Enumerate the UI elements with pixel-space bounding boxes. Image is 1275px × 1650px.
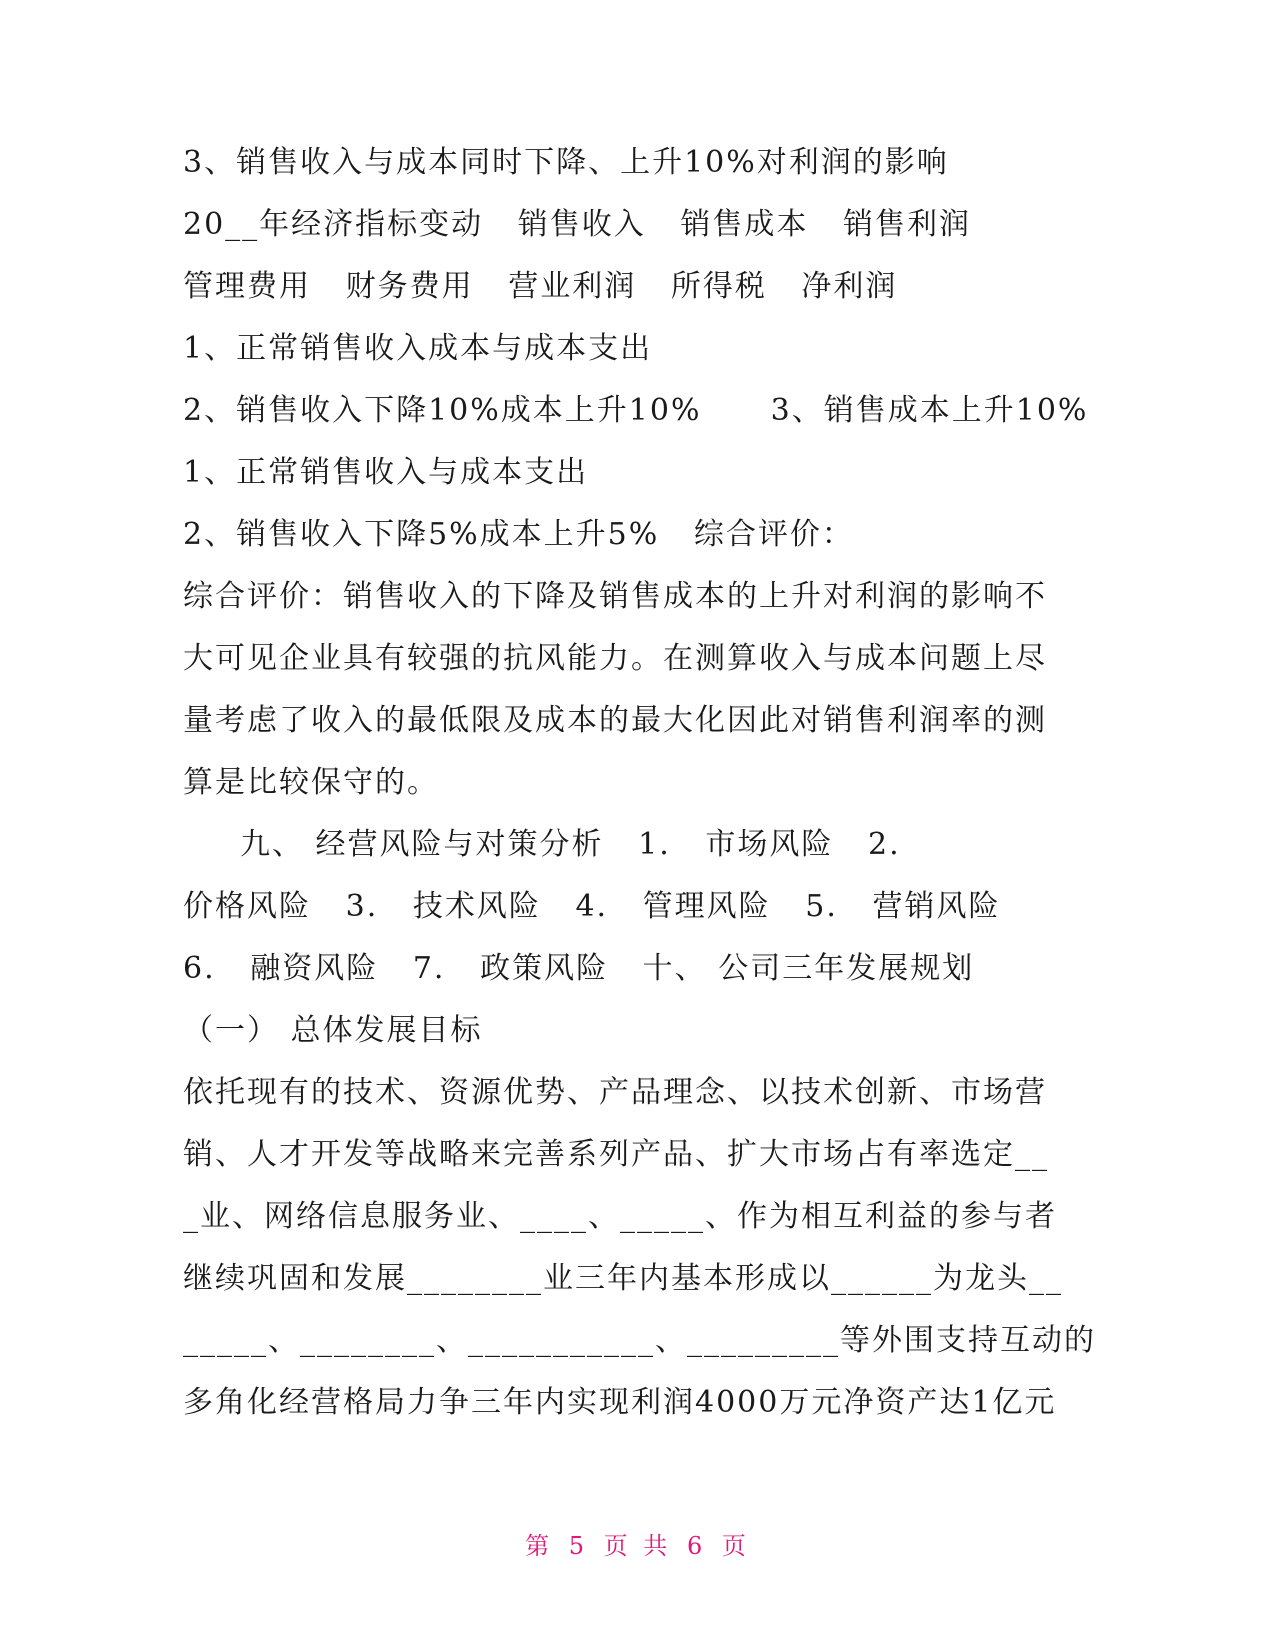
current-page-number: 5 [568,1532,589,1560]
paragraph-line: 依托现有的技术、资源优势、产品理念、以技术创新、市场营 [183,1075,1047,1110]
text-line: 2、销售收入下降10%成本上升10% 3、销售成本上升10% [183,393,1089,428]
text-line: 20__年经济指标变动 销售收入 销售成本 销售利润 [183,207,971,242]
text-line: 6. 融资风险 7. 政策风险 十、 公司三年发展规划 [183,951,975,986]
paragraph-line: 综合评价：销售收入的下降及销售成本的上升对利润的影响不 [183,579,1047,614]
text-line: 1、正常销售收入成本与成本支出 [183,331,653,366]
footer-suffix: 页 [721,1532,750,1560]
text-line: 2、销售收入下降5%成本上升5% 综合评价： [183,517,854,552]
subsection-heading: （一） 总体发展目标 [183,1013,483,1048]
footer-prefix: 第 [525,1532,554,1560]
page-footer [0,1530,1275,1562]
paragraph-line: 量考虑了收入的最低限及成本的最大化因此对销售利润率的测 [183,703,1047,738]
text-line: 管理费用 财务费用 营业利润 所得税 净利润 [183,269,898,304]
footer-middle: 页 共 [603,1532,672,1560]
section-heading-line: 九、 经营风险与对策分析 1. 市场风险 2. [240,827,901,862]
paragraph-line: _业、网络信息服务业、____、_____、作为相互利益的参与者 [183,1199,1057,1234]
paragraph-line: 销、人才开发等战略来完善系列产品、扩大市场占有率选定__ [183,1137,1049,1172]
text-line: 3、销售收入与成本同时下降、上升10%对利润的影响 [183,145,949,180]
paragraph-line: 多角化经营格局力争三年内实现利润4000万元净资产达1亿元 [183,1385,1057,1420]
paragraph-line: 大可见企业具有较强的抗风能力。在测算收入与成本问题上尽 [183,641,1047,676]
total-page-count: 6 [686,1532,707,1560]
paragraph-line: _____、________、___________、_________等外围支持互动的 [183,1323,1096,1358]
paragraph-line: 算是比较保守的。 [183,765,439,800]
text-line: 1、正常销售收入与成本支出 [183,455,589,490]
paragraph-line: 继续巩固和发展________业三年内基本形成以______为龙头__ [183,1261,1063,1296]
text-line: 价格风险 3. 技术风险 4. 管理风险 5. 营销风险 [183,889,1001,924]
